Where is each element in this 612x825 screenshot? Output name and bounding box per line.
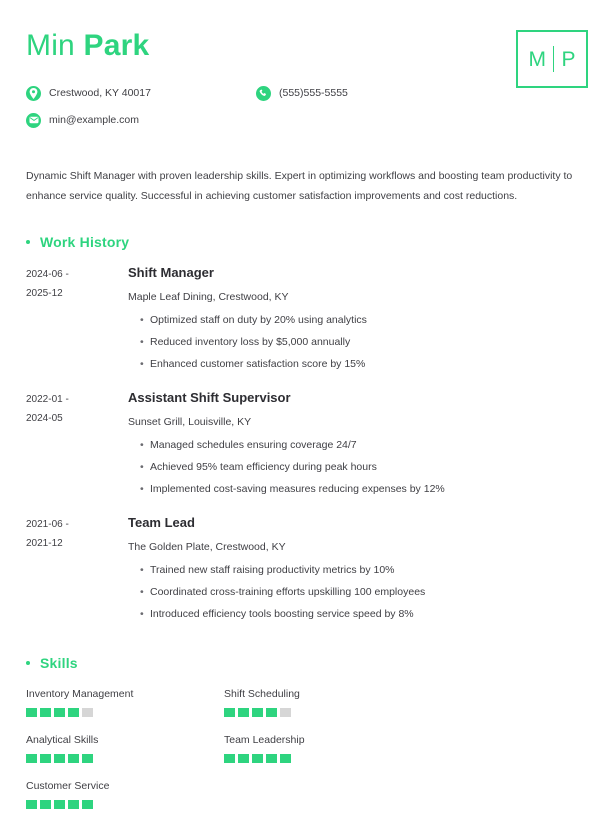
job-details [126, 264, 592, 375]
email-text: min@example.com [49, 114, 140, 126]
job-bullet-list [128, 559, 592, 625]
skill-rating-bar [26, 800, 224, 809]
skill-entry [224, 733, 422, 763]
skill-name: Analytical Skills [26, 734, 99, 746]
skill-rating-bar [26, 754, 224, 763]
skills-section [20, 655, 592, 825]
skill-rating-square-filled [26, 800, 37, 809]
skills-grid [26, 687, 592, 825]
job-date-range [26, 389, 126, 428]
job-bullet-text: Optimized staff on duty by 20% using analytics [150, 314, 367, 326]
work-history-section [20, 234, 592, 625]
bullet-marker-icon: • [140, 358, 144, 370]
monogram-left-letter: M [528, 47, 546, 71]
skill-name: Team Leadership [224, 734, 305, 746]
location-text: Crestwood, KY 40017 [49, 87, 151, 99]
job-company: Sunset Grill, Louisville, KY [128, 416, 252, 428]
bullet-marker-icon: • [140, 336, 144, 348]
bullet-marker-icon: • [140, 608, 144, 620]
job-bullet-item [128, 331, 592, 353]
contact-row-2 [26, 109, 516, 131]
job-bullet-item [128, 434, 592, 456]
skill-rating-square-filled [238, 708, 249, 717]
job-title: Assistant Shift Supervisor [128, 390, 291, 405]
skill-rating-square-filled [224, 754, 235, 763]
job-bullet-text: Trained new staff raising productivity metrics by 10% [150, 564, 395, 576]
skill-rating-square-filled [266, 708, 277, 717]
skill-rating-square-filled [82, 800, 93, 809]
skill-rating-square-filled [54, 800, 65, 809]
skill-rating-square-filled [54, 754, 65, 763]
bullet-marker-icon: • [140, 483, 144, 495]
skill-rating-square-filled [68, 754, 79, 763]
job-date-range [26, 514, 126, 553]
work-history-entry [26, 389, 592, 500]
section-dot-icon [26, 240, 30, 244]
job-date-range [26, 264, 126, 303]
job-bullet-item [128, 478, 592, 500]
skills-column [26, 779, 224, 825]
skills-column [26, 687, 224, 779]
job-company: The Golden Plate, Crestwood, KY [128, 541, 286, 553]
location-pin-icon [26, 86, 41, 101]
skill-rating-square-filled [68, 800, 79, 809]
bullet-marker-icon: • [140, 564, 144, 576]
job-details [126, 514, 592, 625]
skill-entry [26, 687, 224, 717]
monogram-box [516, 30, 588, 88]
skill-rating-square-filled [252, 754, 263, 763]
job-title: Shift Manager [128, 265, 214, 280]
skill-rating-square-filled [40, 800, 51, 809]
phone-icon [256, 86, 271, 101]
skill-rating-square-filled [54, 708, 65, 717]
job-bullet-text: Achieved 95% team efficiency during peak hours [150, 461, 377, 473]
job-company: Maple Leaf Dining, Crestwood, KY [128, 291, 289, 303]
skill-rating-square-filled [280, 754, 291, 763]
monogram-inner [521, 46, 582, 72]
bullet-marker-icon: • [140, 586, 144, 598]
bullet-marker-icon: • [140, 314, 144, 326]
envelope-icon [26, 113, 41, 128]
phone-text: (555)555-5555 [279, 87, 348, 99]
job-bullet-item [128, 603, 592, 625]
work-history-entry [26, 514, 592, 625]
job-bullet-text: Managed schedules ensuring coverage 24/7 [150, 439, 357, 451]
job-bullet-text: Introduced efficiency tools boosting service speed by 8% [150, 608, 414, 620]
work-history-heading [26, 234, 592, 250]
skill-rating-square-filled [26, 754, 37, 763]
job-bullet-list [128, 309, 592, 375]
skill-rating-square-filled [40, 708, 51, 717]
bullet-marker-icon: • [140, 439, 144, 451]
job-bullet-text: Coordinated cross-training efforts upskilling 100 employees [150, 586, 426, 598]
job-date-start: 2022-01 - [26, 394, 69, 405]
job-title: Team Lead [128, 515, 195, 530]
work-history-heading-label: Work History [40, 234, 130, 250]
job-bullet-item [128, 309, 592, 331]
job-bullet-text: Reduced inventory loss by $5,000 annually [150, 336, 351, 348]
skills-heading [26, 655, 592, 671]
skill-rating-square-filled [26, 708, 37, 717]
skills-column [224, 687, 422, 779]
job-bullet-item [128, 581, 592, 603]
job-date-end: 2025-12 [26, 288, 63, 299]
job-date-end: 2021-12 [26, 538, 63, 549]
skill-name: Inventory Management [26, 688, 134, 700]
skill-rating-bar [26, 708, 224, 717]
skill-entry [224, 687, 422, 717]
skill-rating-square-filled [266, 754, 277, 763]
job-bullet-item [128, 353, 592, 375]
skill-rating-square-filled [224, 708, 235, 717]
skill-rating-square-filled [40, 754, 51, 763]
skill-name: Shift Scheduling [224, 688, 300, 700]
job-bullet-text: Implemented cost-saving measures reducing expenses by 12% [150, 483, 445, 495]
skill-rating-bar [224, 708, 422, 717]
skill-entry [26, 779, 224, 809]
contact-email [26, 113, 256, 128]
job-bullet-item [128, 456, 592, 478]
last-name: Park [83, 29, 150, 62]
bullet-marker-icon: • [140, 461, 144, 473]
work-history-list [26, 264, 592, 625]
contact-phone [256, 86, 486, 101]
skill-rating-bar [224, 754, 422, 763]
skill-rating-square-filled [252, 708, 263, 717]
professional-summary: Dynamic Shift Manager with proven leadership skills. Expert in optimizing workflows and boosting team productivity to enhance service quality. Successful in achieving customer satisfaction improvements and cost reductions. [26, 170, 573, 202]
first-name: Min [26, 29, 75, 62]
job-date-start: 2021-06 - [26, 519, 69, 530]
skills-heading-label: Skills [40, 655, 78, 671]
skill-rating-square-filled [68, 708, 79, 717]
skill-rating-square-filled [82, 754, 93, 763]
skill-rating-square-empty [280, 708, 291, 717]
candidate-name [26, 28, 516, 64]
skill-name: Customer Service [26, 780, 110, 792]
resume-header [20, 22, 592, 136]
contact-row-1 [26, 82, 516, 104]
skill-rating-square-empty [82, 708, 93, 717]
skill-rating-square-filled [238, 754, 249, 763]
job-bullet-text: Enhanced customer satisfaction score by 15% [150, 358, 366, 370]
contact-location [26, 86, 256, 101]
job-bullet-item [128, 559, 592, 581]
job-details [126, 389, 592, 500]
contact-details [26, 82, 516, 131]
job-bullet-list [128, 434, 592, 500]
job-date-end: 2024-05 [26, 413, 63, 424]
work-history-entry [26, 264, 592, 375]
job-date-start: 2024-06 - [26, 269, 69, 280]
section-dot-icon [26, 661, 30, 665]
monogram-right-letter: P [561, 47, 576, 71]
header-left-block [20, 28, 516, 136]
skill-entry [26, 733, 224, 763]
